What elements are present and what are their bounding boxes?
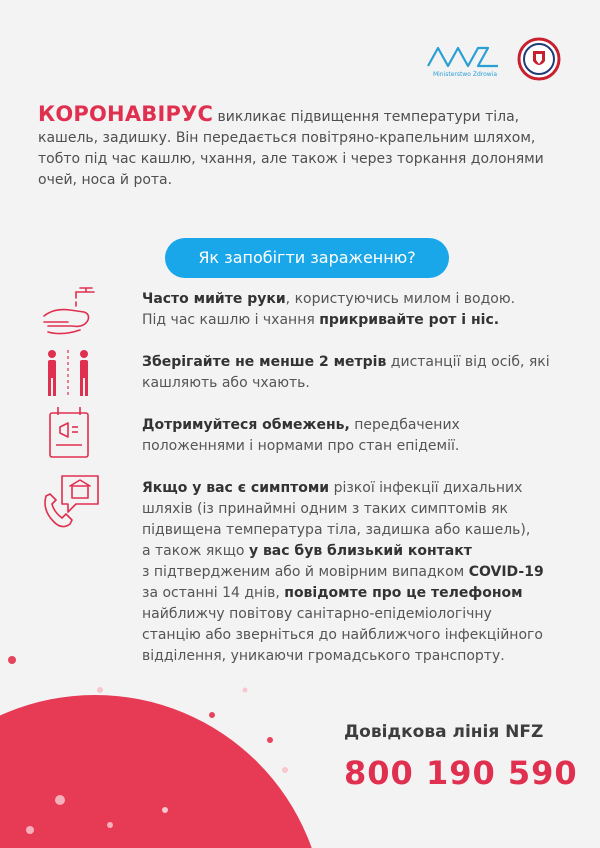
item-symptoms-line-7: найближчу повітову санітарно-епідеміологічну [142,606,492,622]
prevention-title: Як запобігти зараженню? [165,238,449,278]
item-distance-text [142,352,587,394]
item-symptoms-line-4: а також якщо у вас був близький контакт [142,543,472,559]
item-symptoms-line-3: підвищена температура тіла, задишка або кашель), [142,522,531,538]
distance-icon [40,348,100,404]
intro-line-2: кашель, задишку. Він передається повітряно-крапельним шляхом, [38,130,536,146]
intro-paragraph [38,104,578,191]
item-restrictions-text [142,415,587,457]
big-red-circle [0,695,325,848]
intro-highlight: КОРОНАВІРУС [38,102,214,126]
item-symptoms-line-5: з підтвердженим або й мовірним випадком COVID-19 [142,564,544,580]
item-restrictions-line-1: Дотримуйтеся обмежень, передбачених [142,417,460,433]
notice-board-icon [40,405,100,461]
item-symptoms-line-1: Якщо у вас є симптоми різкої інфекції дихальних [142,480,523,496]
helpline-label: Довідкова лінія NFZ [344,722,544,742]
item-distance-line-1: Зберігайте не менше 2 метрів дистанції від осіб, які [142,354,550,370]
item-distance-line-2: кашляють або чхають. [142,375,310,391]
item-handwash-line-1: Часто мийте руки, користуючись милом і водою. [142,291,516,307]
item-symptoms-line-6: за останні 14 днів, повідомте про це телефоном [142,585,523,601]
ministry-caption: Ministerstwo Zdrowia [432,71,498,78]
intro-line-3: тобто під час кашлю, чхання, але також і через торкання долонями [38,151,544,167]
handwash-icon [40,286,100,342]
item-symptoms-line-9: відділення, уникаючи громадського транспорту. [142,648,505,664]
helpline-number[interactable]: 800 190 590 [344,754,578,792]
intro-line-4: очей, носа й рота. [38,172,173,188]
item-handwash-line-2: Під час кашлю і чхання прикривайте рот і ніс. [142,312,500,328]
phone-hospital-icon [40,474,100,530]
item-symptoms-text [130,478,600,667]
intro-line-1: викликає підвищення температури тіла, [213,109,520,125]
item-symptoms-line-2: шляхів (із принаймні одним з таких симптомів як [142,501,509,517]
item-restrictions-line-2: положеннями і нормами про стан епідемії. [142,438,460,454]
item-handwash-text [142,289,587,331]
sanitary-inspection-emblem-icon [517,37,561,81]
item-symptoms-line-8: станцію або зверніться до найближчого інфекційного [142,627,543,643]
